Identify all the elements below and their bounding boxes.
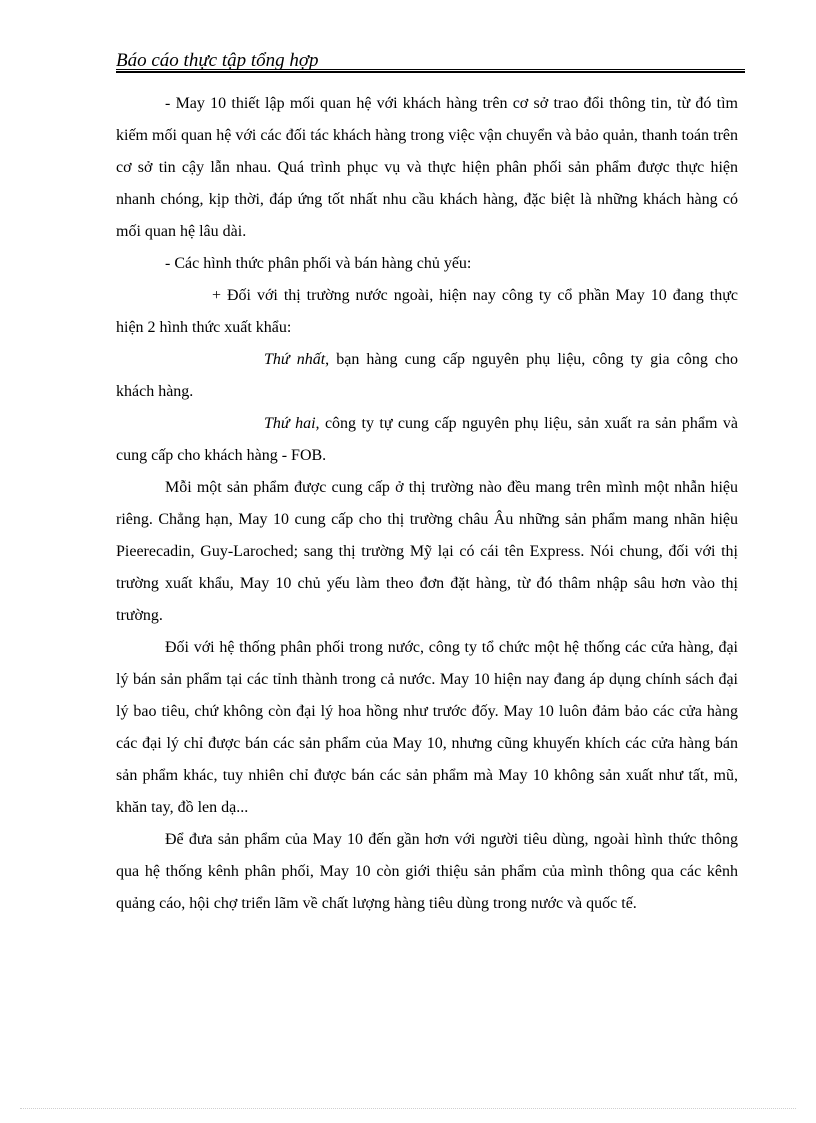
second-form-text: công ty tự cung cấp nguyên phụ liệu, sản xuất ra sản phẩm và cung cấp cho khách hàng - FOB.	[116, 415, 738, 464]
document-body	[116, 88, 738, 920]
header-double-rule	[116, 69, 745, 73]
second-form-label: Thứ hai,	[264, 415, 320, 432]
page-bottom-divider	[20, 1108, 796, 1109]
first-form-text: , bạn hàng cung cấp nguyên phụ liệu, công ty gia công cho khách hàng.	[116, 351, 738, 400]
page-header	[116, 50, 745, 72]
first-form-label: Thứ nhất	[264, 351, 326, 368]
paragraph-foreign-market: + Đối với thị trường nước ngoài, hiện nay công ty cổ phần May 10 đang thực hiện 2 hình thức xuất khẩu:	[116, 287, 738, 336]
paragraph-brands: Mỗi một sản phẩm được cung cấp ở thị trường nào đều mang trên mình một nhẫn hiệu riêng. Chẳng hạn, May 10 cung cấp cho thị trường châu Âu những sản phẩm mang nhãn hiệu Pieerecadin, Guy-Laroched; sang thị trường Mỹ lại có cái tên Express. Nói chung, đối với thị trường xuất khẩu, May 10 chủ yếu làm theo đơn đặt hàng, từ đó thâm nhập sâu hơn vào thị trường.	[116, 479, 738, 624]
paragraph-domestic-system: Đối với hệ thống phân phối trong nước, công ty tổ chức một hệ thống các cửa hàng, đại lý bán sản phẩm tại các tỉnh thành trong cả nước. May 10 hiện nay đang áp dụng chính sách đại lý bao tiêu, chứ không còn đại lý hoa hồng như trước đốy. May 10 luôn đảm bảo các cửa hàng các đại lý chỉ được bán các sản phẩm của May 10, nhưng cũng khuyến khích các cửa hàng bán sản phẩm khác, tuy nhiên chỉ được bán các sản phẩm mà May 10 không sản xuất như tất, mũ, khăn tay, đồ len dạ...	[116, 639, 738, 816]
paragraph-advertising: Để đưa sản phẩm của May 10 đến gần hơn với người tiêu dùng, ngoài hình thức thông qua hệ thống kênh phân phối, May 10 còn giới thiệu sản phẩm của mình thông qua các kênh quảng cáo, hội chợ triển lãm về chất lượng hàng tiêu dùng trong nước và quốc tế.	[116, 831, 738, 912]
paragraph-distribution-forms: - Các hình thức phân phối và bán hàng chủ yếu:	[165, 255, 472, 272]
paragraph-first-form	[116, 344, 738, 408]
document-title: Báo cáo thực tập tổng hợp	[116, 50, 319, 71]
paragraph-second-form	[116, 408, 738, 472]
paragraph-customer-relations: - May 10 thiết lập mối quan hệ với khách hàng trên cơ sở trao đổi thông tin, từ đó tìm kiếm mối quan hệ với các đối tác khách hàng trong việc vận chuyển và bảo quản, thanh toán trên cơ sở tin cậy lẫn nhau. Quá trình phục vụ và thực hiện phân phối sản phẩm được thực hiện nhanh chóng, kịp thời, đáp ứng tốt nhất nhu cầu khách hàng, đặc biệt là những khách hàng có mối quan hệ lâu dài.	[116, 95, 738, 240]
